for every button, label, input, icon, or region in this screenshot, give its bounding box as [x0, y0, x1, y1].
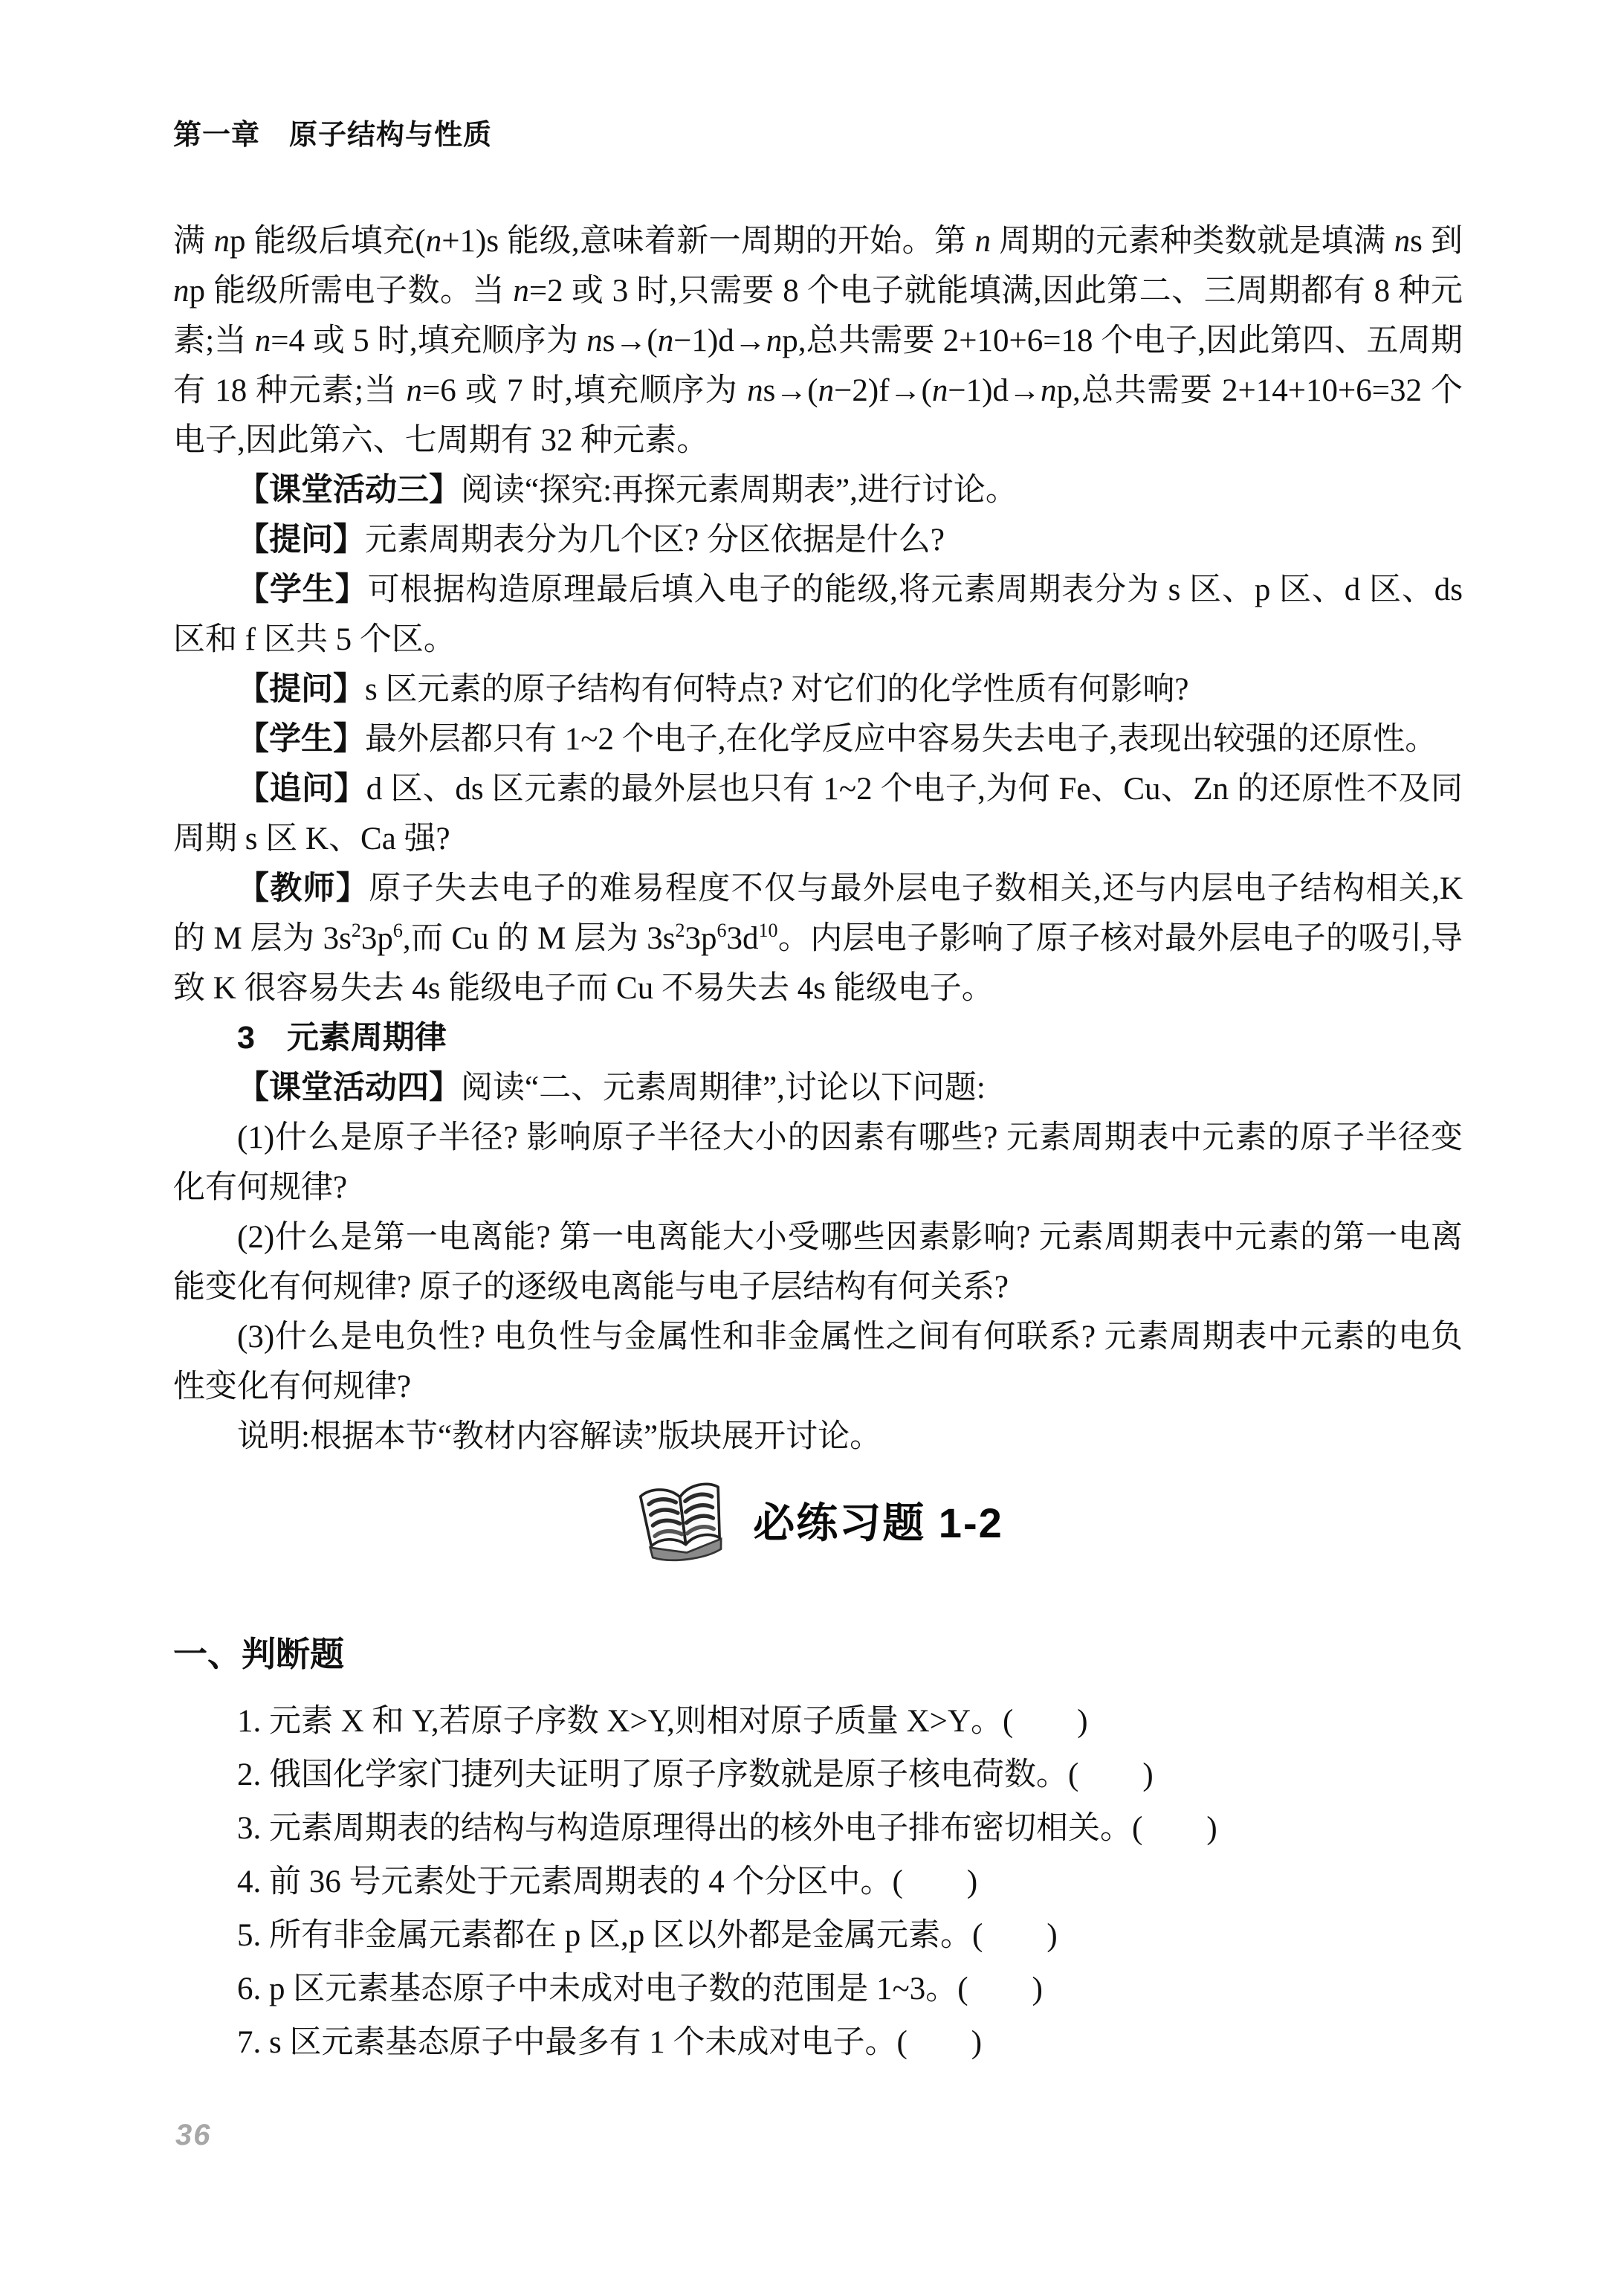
paragraph-teacher: 【教师】原子失去电子的难易程度不仅与最外层电子数相关,还与内层电子结构相关,K 的 M 层为 $3s^23p^6$,而 Cu 的 M 层为 $3s^23p^63d^{10}$。内层电子影响了原子核对最外层电子的吸引,导致 K 很容易失去 4s 能级电子而 Cu 不易失去 4s 能级电子。: [173, 871, 1463, 1006]
judgment-items: [173, 1695, 1463, 2070]
page-number: 36: [175, 2119, 212, 2151]
chapter-header: 第一章 原子结构与性质: [173, 120, 493, 151]
judgment-item-4: 4. 前 36 号元素处于元素周期表的 4 个分区中。( ): [237, 1864, 978, 1899]
paragraph-question-1: (1)什么是原子半径? 影响原子半径大小的因素有哪些? 元素周期表中元素的原子半径变化有何规律?: [173, 1120, 1463, 1205]
paragraph-intro: 满 np 能级后填充(n+1)s 能级,意味着新一周期的开始。第 n 周期的元素种类数就是填满 ns 到 np 能级所需电子数。当 n=2 或 3 时,只需要 8 个电子就能填满,因此第二、三周期都有 8 种元素;当 n=4 或 5 时,填充顺序为 ns→(n−1)d→np,总共需要 2+10+6=18 个电子,因此第四、五周期有 18 种元素;当 n=6 或 7 时,填充顺序为 ns→(n−2)f→(n−1)d→np,总共需要 2+14+10+6=32 个电子,因此第六、七周期有 32 种元素。: [173, 224, 1463, 458]
judgment-item-6: 6. p 区元素基态原子中未成对电子数的范围是 1~3。( ): [237, 1972, 1043, 2006]
page-content: [173, 216, 1463, 2070]
paragraph-activity3: 【课堂活动三】阅读“探究:再探元素周期表”,进行讨论。: [237, 472, 1018, 508]
paragraph-student-s-zone: 【学生】最外层都只有 1~2 个电子,在化学反应中容易失去电子,表现出较强的还原性。: [237, 721, 1437, 757]
paragraph-note: 说明:根据本节“教材内容解读”版块展开讨论。: [237, 1419, 882, 1454]
exercise-banner-title: 必练习题 1-2: [753, 1499, 1003, 1546]
judgment-section-heading: 一、判断题: [173, 1635, 344, 1673]
paragraph-activity4: 【课堂活动四】阅读“二、元素周期律”,讨论以下问题:: [237, 1070, 986, 1105]
section-heading-periodic-law: 3 元素周期律: [237, 1020, 447, 1056]
paragraph-question-2: (2)什么是第一电离能? 第一电离能大小受哪些因素影响? 元素周期表中元素的第一电离能变化有何规律? 原子的逐级电离能与电子层结构有何关系?: [173, 1220, 1463, 1305]
paragraph-followup: 【追问】d 区、ds 区元素的最外层也只有 1~2 个电子,为何 Fe、Cu、Zn 的还原性不及同周期 s 区 K、Ca 强?: [173, 771, 1463, 856]
judgment-item-5: 5. 所有非金属元素都在 p 区,p 区以外都是金属元素。( ): [237, 1918, 1058, 1953]
paragraph-question-3: (3)什么是电负性? 电负性与金属性和非金属性之间有何联系? 元素周期表中元素的电负性变化有何规律?: [173, 1320, 1463, 1404]
paragraph-student-zones: 【学生】可根据构造原理最后填入电子的能级,将元素周期表分为 s 区、p 区、d 区、ds 区和 f 区共 5 个区。: [173, 572, 1463, 657]
judgment-item-7: 7. s 区元素基态原子中最多有 1 个未成对电子。( ): [237, 2025, 983, 2060]
judgment-item-1: 1. 元素 X 和 Y,若原子序数 X>Y,则相对原子质量 X>Y。( ): [237, 1704, 1088, 1739]
judgment-item-2: 2. 俄国化学家门捷列夫证明了原子序数就是原子核电荷数。( ): [237, 1757, 1154, 1792]
paragraph-ask-zones: 【提问】元素周期表分为几个区? 分区依据是什么?: [237, 522, 945, 558]
exercise-banner: [173, 1473, 1463, 1572]
open-book-icon: [633, 1477, 734, 1568]
judgment-item-3: 3. 元素周期表的结构与构造原理得出的核外电子排布密切相关。( ): [237, 1811, 1217, 1846]
paragraph-ask-s-zone: 【提问】s 区元素的原子结构有何特点? 对它们的化学性质有何影响?: [237, 671, 1189, 707]
